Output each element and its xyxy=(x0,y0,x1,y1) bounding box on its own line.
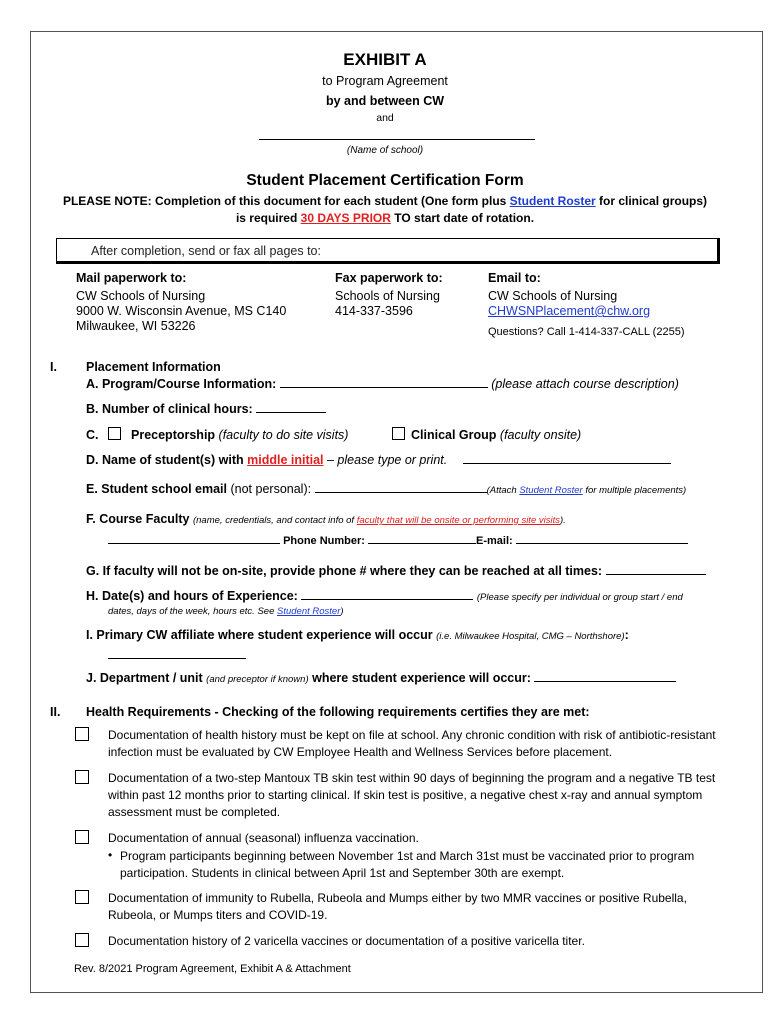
questions-line: Questions? Call 1-414-337-CALL (2255) xyxy=(488,326,685,338)
clinical-hours-field[interactable] xyxy=(256,412,326,413)
note-line-2: is required 30 DAYS PRIOR TO start date of rotation. xyxy=(235,211,535,225)
preceptorship-checkbox[interactable] xyxy=(108,427,121,440)
req-mmr-text: Documentation of immunity to Rubella, Rubeola and Mumps either by two MMR vaccines or positive Rubella, Rubeola, or Mumps titers and COVID-19. xyxy=(108,891,687,922)
item-i: I. Primary CW affiliate where student experience will occur (i.e. Milwaukee Hospital, CMG – Northshore): xyxy=(86,628,629,642)
faculty-contact-row: Phone Number: E-mail: xyxy=(108,535,688,547)
roster-link-e[interactable]: Student Roster xyxy=(519,485,583,496)
send-banner xyxy=(56,238,720,264)
section-1-roman: I. xyxy=(50,360,57,374)
email-heading: Email to: xyxy=(488,271,541,285)
clinical-group-checkbox[interactable] xyxy=(392,427,405,440)
req-influenza-text: Documentation of annual (seasonal) influenza vaccination. xyxy=(108,831,419,845)
req-tb-test-text: Documentation of a two-step Mantoux TB skin test within 90 days of beginning the program and a negative TB test within past 12 months prior to starting clinical. If skin test is positive, a negative chest x-ray and annual symptom assessment must be completed. xyxy=(108,771,716,819)
school-name-field[interactable] xyxy=(259,139,535,140)
form-title: Student Placement Certification Form xyxy=(246,172,524,189)
mail-line-1: CW Schools of Nursing xyxy=(76,289,206,303)
req-health-history-text: Documentation of health history must be kept on file at school. Any chronic condition with risk of antibiotic-resistant infection must be evaluated by CW Employee Health and Wellness Services before placement. xyxy=(108,728,716,759)
faculty-name-field[interactable] xyxy=(108,543,280,544)
faculty-phone-field[interactable] xyxy=(368,543,476,544)
fax-line-2: 414-337-3596 xyxy=(335,304,413,318)
exhibit-title: EXHIBIT A xyxy=(343,50,427,69)
email-address-link[interactable]: CHWSNPlacement@chw.org xyxy=(488,304,651,318)
req-health-history-checkbox[interactable] xyxy=(75,727,89,741)
bullet-icon: • xyxy=(108,848,113,862)
department-field[interactable] xyxy=(534,681,676,682)
item-b: B. Number of clinical hours: xyxy=(86,402,326,416)
clinical-group-label: Clinical Group (faculty onsite) xyxy=(411,428,582,442)
item-e: E. Student school email (not personal): (Attach Student Roster for multiple placements) xyxy=(86,482,687,496)
fax-line-1: Schools of Nursing xyxy=(335,289,440,303)
item-j: J. Department / unit (and preceptor if known) where student experience will occur: xyxy=(86,671,676,685)
req-varicella-checkbox[interactable] xyxy=(75,933,89,947)
mail-heading: Mail paperwork to: xyxy=(76,271,187,285)
flu-bullet-text: Program participants beginning between November 1st and March 31st must be vaccinated prior to program participation. Students in clinical between April 1st and September 30th are exempt. xyxy=(120,849,695,880)
student-email-field[interactable] xyxy=(315,492,487,493)
header-line-3: and xyxy=(376,112,394,124)
req-influenza-checkbox[interactable] xyxy=(75,830,89,844)
item-d: D. Name of student(s) with middle initial – please type or print. xyxy=(86,453,671,467)
course-info-field[interactable] xyxy=(280,387,488,388)
mail-line-2: 9000 W. Wisconsin Avenue, MS C140 xyxy=(76,304,287,318)
item-g: G. If faculty will not be on-site, provide phone # where they can be reached at all times: xyxy=(86,564,706,578)
req-mmr-checkbox[interactable] xyxy=(75,890,89,904)
req-varicella-text: Documentation history of 2 varicella vaccines or documentation of a positive varicella titer. xyxy=(108,934,585,948)
send-banner-text: After completion, send or fax all pages to: xyxy=(91,244,321,258)
preceptorship-label: Preceptorship (faculty to do site visits) xyxy=(131,428,349,442)
item-h-note: dates, days of the week, hours etc. See Student Roster) xyxy=(108,606,344,617)
faculty-phone-reach-field[interactable] xyxy=(606,574,706,575)
student-name-field[interactable] xyxy=(463,463,671,464)
header-line-1: to Program Agreement xyxy=(322,74,448,88)
mail-line-3: Milwaukee, WI 53226 xyxy=(76,319,196,333)
req-tb-test-checkbox[interactable] xyxy=(75,770,89,784)
item-f: F. Course Faculty (name, credentials, and contact info of faculty that will be onsite or performing site visits). xyxy=(86,512,566,526)
email-line: CW Schools of Nursing xyxy=(488,289,618,303)
experience-dates-field[interactable] xyxy=(301,599,473,600)
header-line-2: by and between CW xyxy=(325,94,445,108)
item-c-letter: C. xyxy=(86,428,99,442)
days-prior-highlight: 30 DAYS PRIOR xyxy=(300,211,391,225)
student-roster-link[interactable]: Student Roster xyxy=(509,194,596,208)
item-h: H. Date(s) and hours of Experience: (Please specify per individual or group start / end xyxy=(86,589,683,603)
roster-link-h[interactable]: Student Roster xyxy=(277,606,341,617)
footer-revision: Rev. 8/2021 Program Agreement, Exhibit A & Attachment xyxy=(74,963,351,975)
section-2-roman: II. xyxy=(50,705,61,719)
affiliate-field[interactable] xyxy=(108,658,246,659)
fax-heading: Fax paperwork to: xyxy=(335,271,443,285)
section-2-heading: Health Requirements - Checking of the following requirements certifies they are met: xyxy=(86,705,590,719)
school-name-caption: (Name of school) xyxy=(346,145,424,156)
item-a: A. Program/Course Information: (please attach course description) xyxy=(86,377,679,391)
section-1-heading: Placement Information xyxy=(86,360,221,374)
note-line-1: PLEASE NOTE: Completion of this document for each student (One form plus Student Roster for clinical groups) xyxy=(62,194,708,208)
faculty-email-field[interactable] xyxy=(516,543,688,544)
